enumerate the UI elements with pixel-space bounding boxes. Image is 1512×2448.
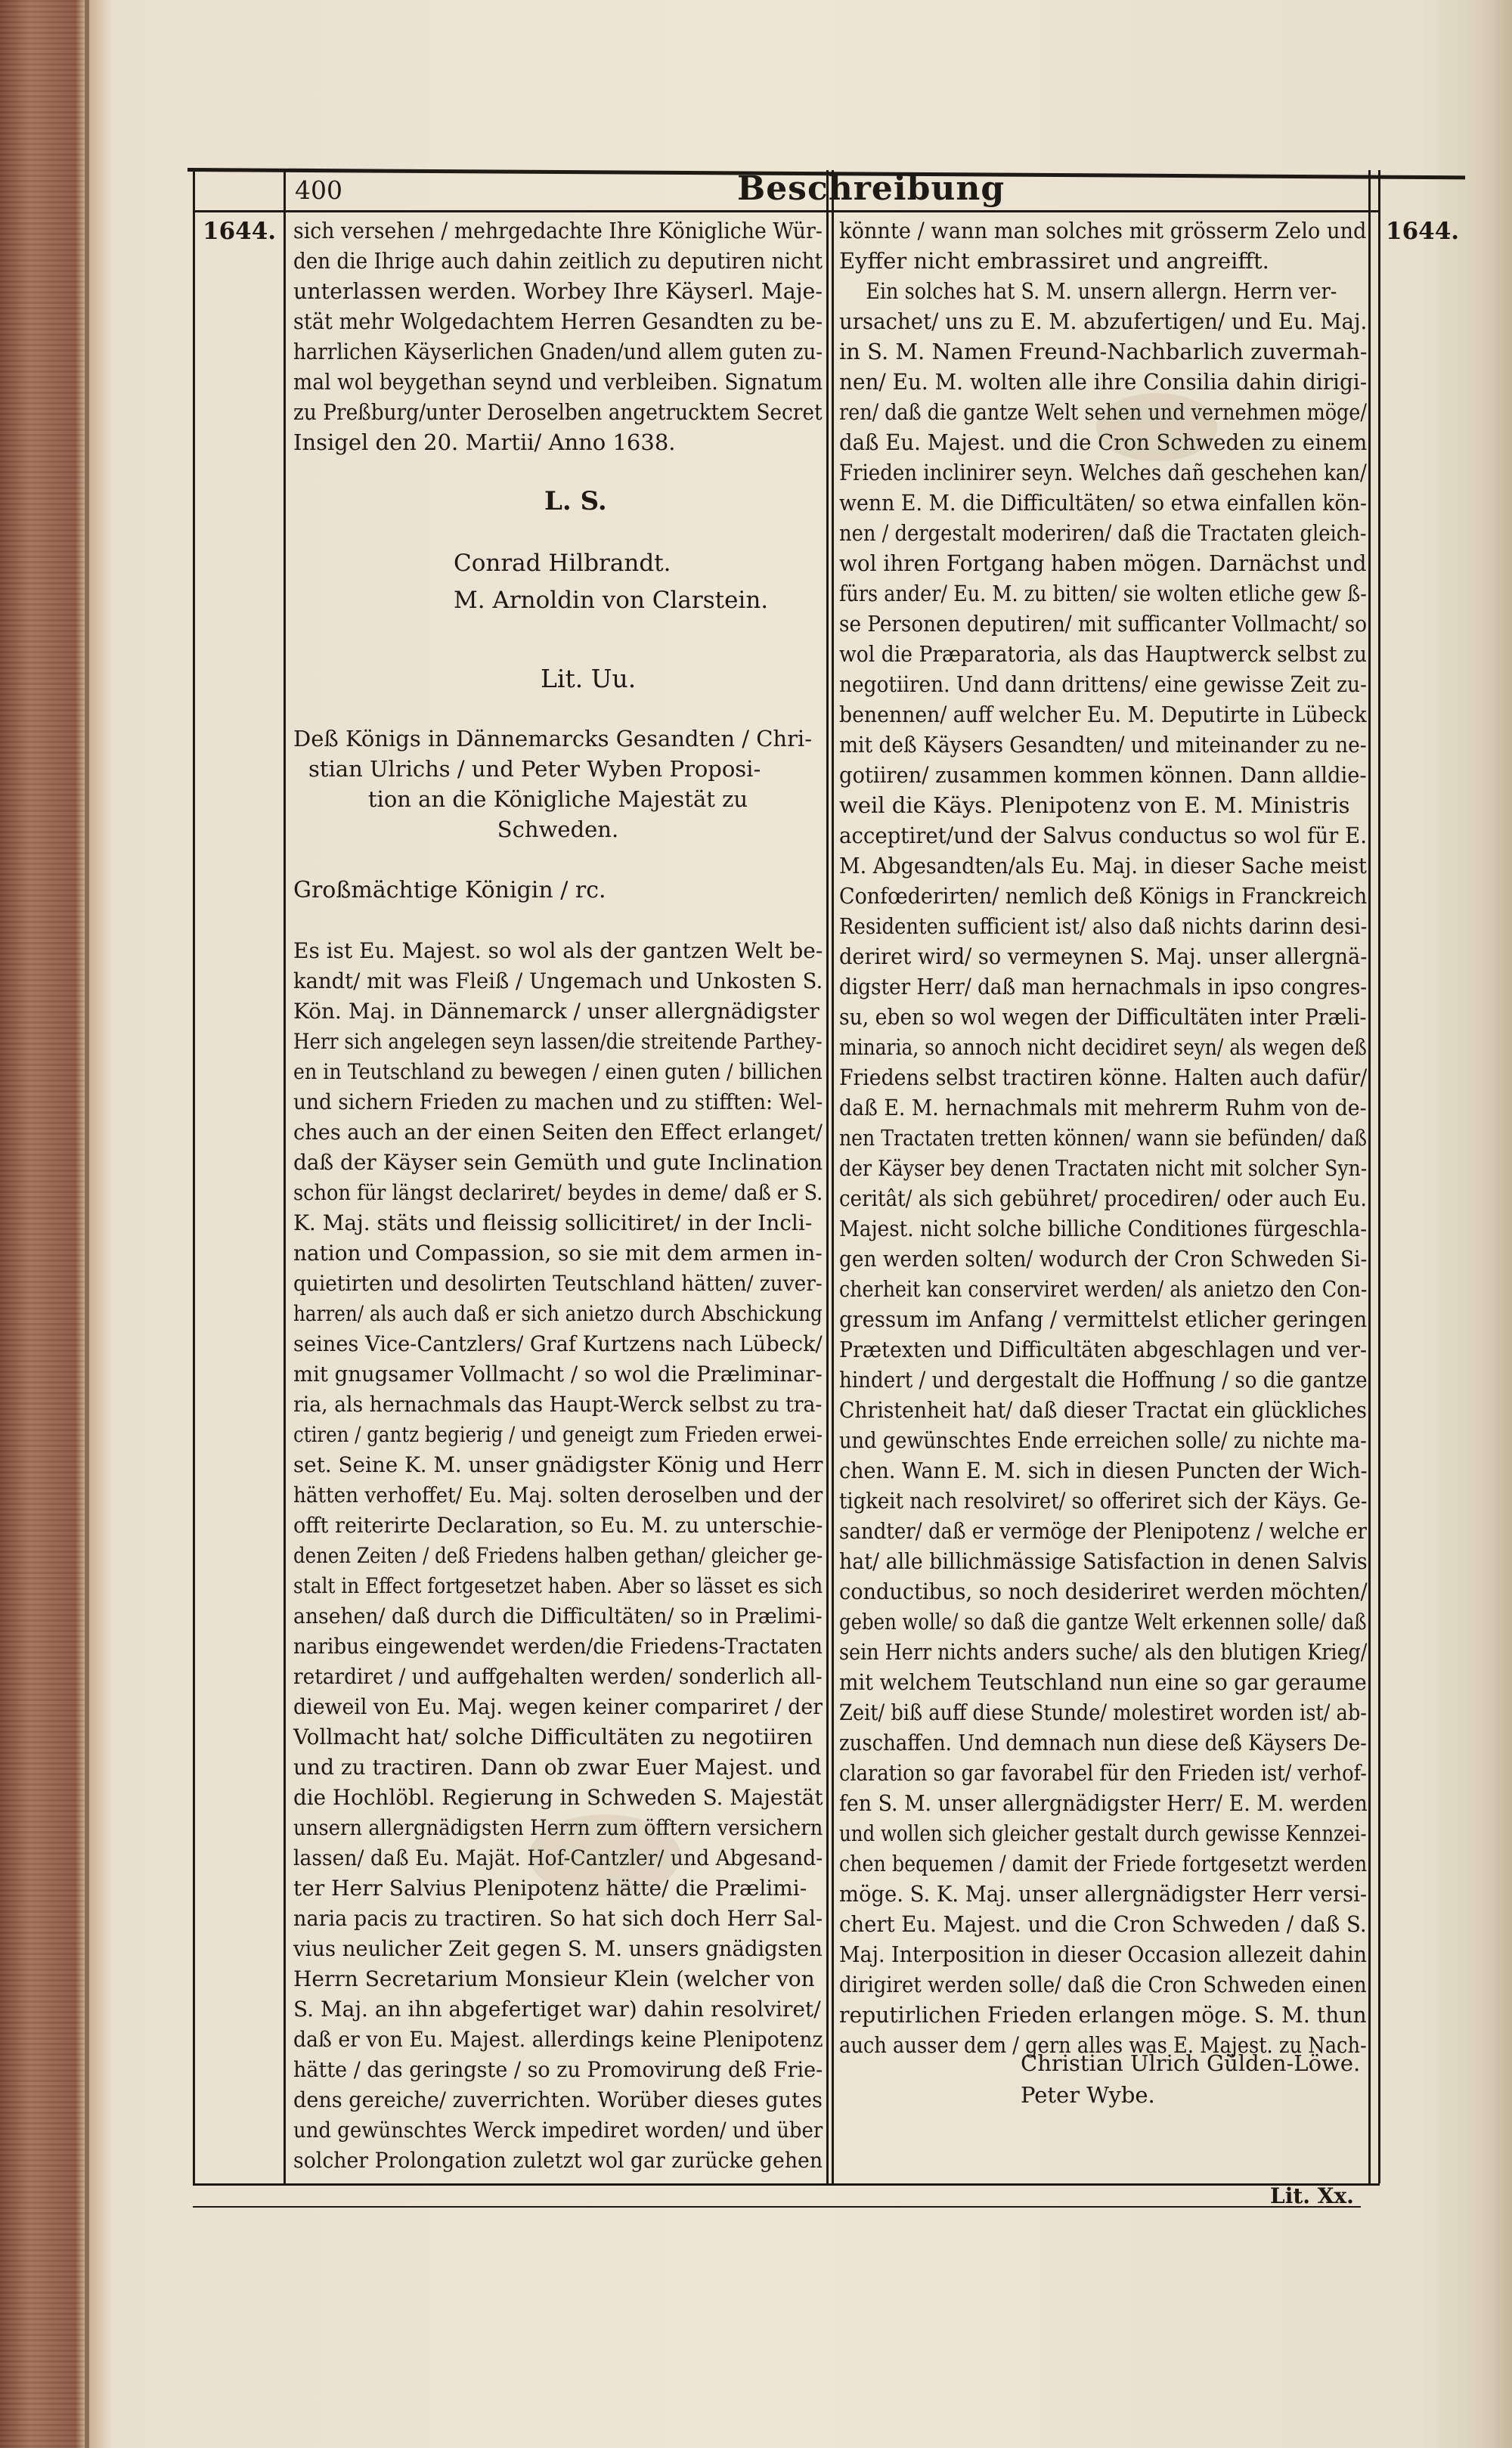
text-line: daß er von Eu. Majest. allerdings keine Plenipotenz <box>293 2027 823 2052</box>
text-line: hat/ alle billichmässige Satisfaction in denen Salvis <box>839 1548 1368 1574</box>
text-line: lassen/ daß Eu. Majät. Hof-Cantzler/ und Abgesand- <box>293 1845 823 1870</box>
text-line: unsern allergnädigsten Herrn zum öfftern versichern <box>293 1815 823 1840</box>
top-frame-rule <box>193 210 1380 212</box>
text-line: sich versehen / mehrgedachte Ihre Königliche Wür- <box>293 218 823 243</box>
text-line: nen Tractaten tretten können/ wann sie befünden/ daß <box>839 1125 1368 1151</box>
text-line: und gewünschtes Werck impediret worden/ und über <box>293 2118 823 2143</box>
text-line: su, eben so wol wegen der Difficultäten inter Præli- <box>839 1004 1367 1030</box>
text-line: ren/ daß die gantze Welt sehen und vernehmen möge/ <box>839 399 1367 425</box>
text-line: deriret wird/ so vermeynen S. Maj. unser allergnä- <box>839 944 1368 969</box>
text-line: Insigel den 20. Martii/ Anno 1638. <box>293 429 676 455</box>
text-line: cherheit kan conserviret werden/ als anietzo den Con- <box>839 1276 1368 1302</box>
text-line: tigkeit nach resolviret/ so offeriret sich der Käys. Ge- <box>839 1488 1368 1514</box>
text-line: offt reiterirte Declaration, so Eu. M. zu unterschie- <box>293 1513 823 1538</box>
text-line: zuschaffen. Und demnach nun diese deß Käysers De- <box>839 1730 1367 1755</box>
locus-sigilli: L. S. <box>544 486 607 516</box>
text-line: en in Teutschland zu bewegen / einen guten / billichen <box>293 1059 823 1084</box>
catchword: Lit. Xx. <box>1270 2183 1354 2208</box>
middle-column-rule <box>826 170 829 2183</box>
text-line: Herrn Secretarium Monsieur Klein (welcher von <box>293 1966 815 1991</box>
text-line: S. Maj. an ihn abgefertiget war) dahin resolviret/ <box>293 1997 821 2022</box>
text-line: nen/ Eu. M. wolten alle ihre Consilia dahin dirigi- <box>839 369 1368 395</box>
text-line: mit deß Käysers Gesandten/ und miteinander zu ne- <box>839 732 1367 758</box>
heading-line: stian Ulrichs / und Peter Wyben Proposi- <box>308 756 761 782</box>
year-margin-left: 1644. <box>203 218 277 245</box>
text-line: nen / dergestalt moderiren/ daß die Tractaten gleich- <box>839 520 1367 546</box>
text-line: conductibus, so noch desideriret werden möchten/ <box>839 1579 1368 1604</box>
text-line: negotiiren. Und dann drittens/ eine gewisse Zeit zu- <box>839 671 1367 697</box>
text-line: Herr sich angelegen seyn lassen/die streitende Parthey- <box>293 1029 823 1054</box>
text-line: Ein solches hat S. M. unsern allergn. Herrn ver- <box>866 278 1337 304</box>
left-column-rule <box>284 170 286 2183</box>
text-line: retardiret / und auffgehalten werden/ sonderlich all- <box>293 1664 823 1689</box>
text-line: harrlichen Käyserlichen Gnaden/und allem guten zu- <box>293 339 823 364</box>
page-number: 400 <box>295 175 342 205</box>
text-line: könnte / wann man solches mit grösserm Zelo und <box>839 218 1367 243</box>
text-line: seines Vice-Cantzlers/ Graf Kurtzens nach Lübeck/ <box>293 1331 823 1356</box>
text-line: wol ihren Fortgang haben mögen. Darnächst und <box>839 550 1367 576</box>
text-line: ansehen/ daß durch die Difficultäten/ so in Prælimi- <box>293 1604 823 1628</box>
salutation: Großmächtige Königin / rc. <box>293 877 606 903</box>
text-line: chen. Wann E. M. sich in diesen Puncten der Wich- <box>839 1458 1368 1483</box>
text-line: daß der Käyser sein Gemüth und gute Inclination <box>293 1150 823 1175</box>
text-line: harren/ als auch daß er sich anietzo durch Abschickung <box>293 1301 823 1326</box>
text-line: Zeit/ biß auff diese Stunde/ molestiret worden ist/ ab- <box>839 1700 1367 1725</box>
text-line: sandter/ daß er vermöge der Plenipotenz / welche er <box>839 1518 1367 1544</box>
right-column-body <box>839 215 1367 2060</box>
text-line: möge. S. K. Maj. unser allergnädigster Herr versi- <box>839 1881 1368 1907</box>
text-line: mit gnugsamer Vollmacht / so wol die Præliminar- <box>293 1362 823 1387</box>
text-line: stalt in Effect fortgesetzet haben. Aber so lässet es sich <box>293 1573 823 1598</box>
document-heading <box>293 724 823 844</box>
heading-line: tion an die Königliche Majestät zu <box>367 786 748 812</box>
right-column-rule <box>1368 170 1371 2183</box>
text-line: mit welchem Teutschland nun eine so gar geraume <box>839 1669 1367 1695</box>
text-line: Vollmacht hat/ solche Difficultäten zu negotiiren <box>293 1724 813 1749</box>
text-line: ctiren / gantz begierig / und geneigt zum Frieden erwei- <box>293 1422 823 1447</box>
text-line: reputirlichen Frieden erlangen möge. S. M. thun <box>839 2002 1367 2028</box>
text-line: und wollen sich gleicher gestalt durch gewisse Kennzei- <box>839 1821 1367 1846</box>
text-line: fen S. M. unser allergnädigster Herr/ E. M. werden <box>839 1790 1368 1816</box>
text-line: Residenten sufficient ist/ also daß nichts darinn desi- <box>839 913 1368 939</box>
text-line: Christenheit hat/ daß dieser Tractat ein glückliches <box>839 1397 1367 1423</box>
text-line: den die Ihrige auch dahin zeitlich zu deputiren nicht <box>293 248 823 274</box>
book-spine <box>0 0 85 2448</box>
text-line: mal wol beygethan seynd und verbleiben. Signatum <box>293 369 823 395</box>
text-line: Friedens selbst tractiren könne. Halten auch dafür/ <box>839 1064 1368 1090</box>
signatory-2: M. Arnoldin von Clarstein. <box>454 587 769 614</box>
section-letter: Lit. Uu. <box>541 664 637 693</box>
year-margin-right: 1644. <box>1386 218 1460 245</box>
text-line: der Käyser bey denen Tractaten nicht mit solcher Syn- <box>839 1155 1368 1181</box>
text-line: Majest. nicht solche billiche Conditiones fürgeschla- <box>839 1216 1368 1241</box>
running-head: Beschreibung <box>737 169 1005 208</box>
text-line: und zu tractiren. Dann ob zwar Euer Majest. und <box>293 1755 822 1780</box>
text-line: K. Maj. stäts und fleissig sollicitiret/ in der Incli- <box>293 1210 813 1235</box>
text-line: minaria, so annoch nicht decidiret seyn/ als wegen deß <box>839 1034 1367 1060</box>
bottom-rule-2 <box>193 2206 1361 2208</box>
text-line: chen bequemen / damit der Friede fortgesetzt werden <box>839 1851 1368 1876</box>
text-line: Confœderirten/ nemlich deß Königs in Franckreich <box>839 883 1368 909</box>
left-column-body <box>293 936 823 2176</box>
text-line: hätten verhoffet/ Eu. Maj. solten deroselben und der <box>293 1483 823 1508</box>
text-line: weil die Käys. Plenipotenz von E. M. Ministris <box>839 792 1350 818</box>
text-line: chert Eu. Majest. und die Cron Schweden / daß S. <box>839 1911 1367 1937</box>
text-line: ter Herr Salvius Plenipotenz hätte/ die Prælimi- <box>293 1876 807 1901</box>
text-line: quietirten und desolirten Teutschland hätten/ zuver- <box>293 1271 823 1296</box>
text-line: daß Eu. Majest. und die Cron Schweden zu einem <box>839 429 1368 455</box>
text-line: unterlassen werden. Worbey Ihre Käyserl. Maje- <box>293 278 823 304</box>
text-line: die Hochlöbl. Regierung in Schweden S. Majestät <box>293 1785 823 1810</box>
right-margin-rule <box>1378 170 1380 2183</box>
heading-line: Deß Königs in Dännemarcks Gesandten / Chri- <box>293 726 813 751</box>
text-line: acceptiret/und der Salvus conductus so wol für E. <box>839 823 1367 848</box>
text-line: Maj. Interposition in dieser Occasion allezeit dahin <box>839 1941 1367 1967</box>
text-line: fürs ander/ Eu. M. zu bitten/ sie wolten etliche gew ß- <box>839 581 1367 606</box>
text-line: hätte / das geringste / so zu Promovirung deß Frie- <box>293 2057 823 2082</box>
text-line: Prætexten und Difficultäten abgeschlagen und ver- <box>839 1337 1368 1362</box>
text-line: ria, als hernachmals das Haupt-Werck selbst zu tra- <box>293 1392 823 1417</box>
text-line: Eyffer nicht embrassiret und angreifft. <box>839 248 1269 274</box>
closing-signatory-2: Peter Wybe. <box>1021 2082 1155 2108</box>
text-line: M. Abgesandten/als Eu. Maj. in dieser Sache meist <box>839 853 1367 878</box>
text-line: auch ausser dem / gern alles was E. Majest. zu Nach- <box>839 2032 1367 2058</box>
text-line: gen werden solten/ wodurch der Cron Schweden Si- <box>839 1246 1368 1272</box>
text-line: naribus eingewendet werden/die Friedens-Tractaten <box>293 1634 823 1659</box>
text-line: daß E. M. hernachmals mit mehrerm Ruhm von de- <box>839 1095 1367 1120</box>
text-line: ceritât/ als sich gebühret/ procediren/ oder auch Eu. <box>839 1185 1367 1211</box>
signatory-1: Conrad Hilbrandt. <box>454 550 671 577</box>
text-line: schon für längst declariret/ beydes in deme/ daß er S. <box>293 1180 823 1205</box>
text-line: se Personen deputiren/ mit sufficanter Vollmacht/ so <box>839 611 1368 637</box>
left-margin-rule <box>193 170 195 2183</box>
text-line: kandt/ mit was Fleiß / Ungemach und Unkosten S. <box>293 968 823 993</box>
text-line: zu Preßburg/unter Deroselben angetrucktem Secret <box>293 399 823 425</box>
text-line: benennen/ auff welcher Eu. M. Deputirte in Lübeck <box>839 702 1367 727</box>
closing-signatory-1: Christian Ulrich Gülden-Löwe. <box>1021 2050 1361 2076</box>
text-line: dieweil von Eu. Maj. wegen keiner compariret / der <box>293 1694 823 1719</box>
text-line: wenn E. M. die Difficultäten/ so etwa einfallen kön- <box>839 490 1367 516</box>
text-line: vius neulicher Zeit gegen S. M. unsers gnädigsten <box>293 1936 823 1961</box>
text-line: denen Zeiten / deß Friedens halben gethan/ gleicher ge- <box>293 1543 823 1568</box>
text-line: Es ist Eu. Majest. so wol als der gantzen Welt be- <box>293 938 823 963</box>
heading-line: Schweden. <box>497 817 619 842</box>
text-line: in S. M. Namen Freund-Nachbarlich zuvermah- <box>839 339 1368 364</box>
middle-column-rule-2 <box>832 170 834 2183</box>
page-gutter-edge <box>85 0 89 2448</box>
text-line: gotiiren/ zusammen kommen können. Dann alldie- <box>839 762 1367 788</box>
left-column-opening <box>293 215 823 457</box>
text-line: Frieden inclinirer seyn. Welches dañ geschehen kan/ <box>839 460 1367 485</box>
text-line: set. Seine K. M. unser gnädigster König und Herr <box>293 1452 823 1477</box>
text-line: sein Herr nichts anders suche/ als den blutigen Krieg/ <box>839 1639 1368 1665</box>
text-line: hindert / und dergestalt die Hoffnung / so die gantze <box>839 1367 1368 1393</box>
text-line: ursachet/ uns zu E. M. abzufertigen/ und Eu. Maj. <box>839 308 1368 334</box>
text-line: Kön. Maj. in Dännemarck / unser allergnädigster <box>293 999 820 1024</box>
text-line: dirigiret werden solle/ daß die Cron Schweden einen <box>839 1972 1367 1997</box>
text-line: stät mehr Wolgedachtem Herren Gesandten zu be- <box>293 308 823 334</box>
text-line: ches auch an der einen Seiten den Effect erlanget/ <box>293 1120 823 1145</box>
text-line: naria pacis zu tractiren. So hat sich doch Herr Sal- <box>293 1906 823 1931</box>
text-line: und gewünschtes Ende erreichen solle/ zu nichte ma- <box>839 1427 1367 1453</box>
text-line: claration so gar favorabel für den Frieden ist/ verhof- <box>839 1760 1367 1786</box>
text-line: dens gereiche/ zuverrichten. Worüber dieses gutes <box>293 2087 823 2112</box>
text-line: wol die Præparatoria, als das Hauptwerck selbst zu <box>839 641 1368 667</box>
text-line: gressum im Anfang / vermittelst etlicher geringen <box>839 1306 1368 1332</box>
text-line: solcher Prolongation zuletzt wol gar zurücke gehen <box>293 2148 823 2173</box>
text-line: geben wolle/ so daß die gantze Welt erkennen solle/ daß <box>839 1609 1367 1635</box>
bottom-rule <box>193 2183 1380 2186</box>
text-line: digster Herr/ daß man hernachmals in ipso congres- <box>839 974 1368 999</box>
text-line: nation und Compassion, so sie mit dem armen in- <box>293 1241 823 1266</box>
text-line: und sichern Frieden zu machen und zu stifften: Wel- <box>293 1089 823 1114</box>
